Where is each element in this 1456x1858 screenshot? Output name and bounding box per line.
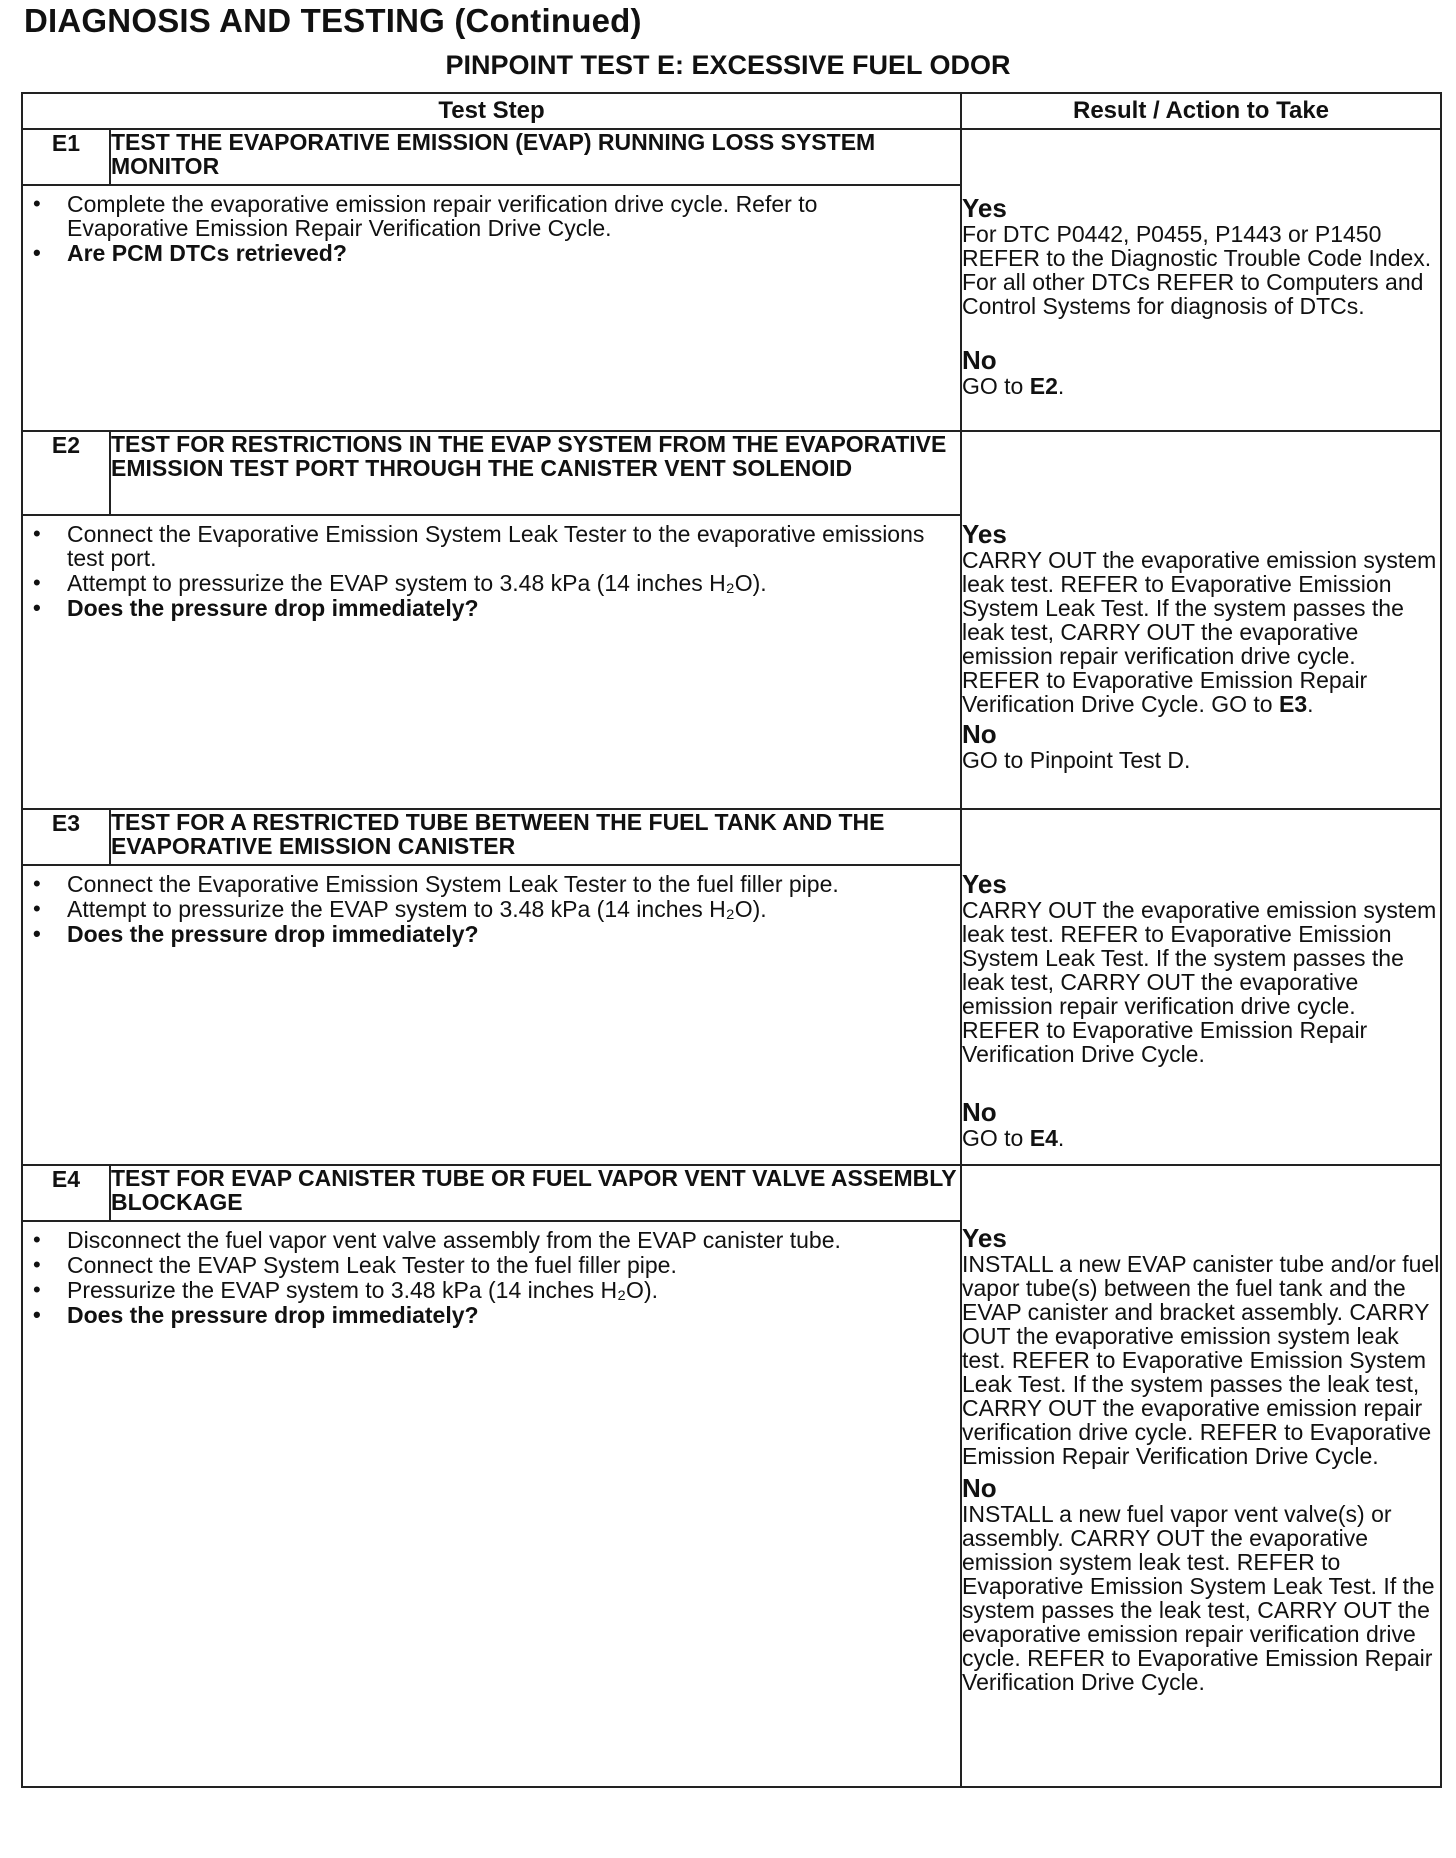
- step-id: E1: [22, 129, 110, 185]
- action-item: • Attempt to pressurize the EVAP system to 3.48 kPa (14 inches H₂O).: [67, 571, 940, 595]
- action-item: • Attempt to pressurize the EVAP system to 3.48 kPa (14 inches H₂O).: [67, 897, 940, 921]
- result-cell: [961, 431, 1441, 809]
- no-action: INSTALL a new fuel vapor vent valve(s) or assembly. CARRY OUT the evaporative emission system leak test. REFER to Evaporative Emission System Leak Test. If the system passes the leak test, CARRY OUT the evaporative emission repair verification drive cycle. REFER to Evaporative Emission Repair Verification Drive Cycle.: [962, 1501, 1435, 1695]
- pinpoint-test-table: [21, 92, 1442, 1788]
- table-header-row: [22, 93, 1441, 129]
- no-action-end: .: [1057, 1125, 1065, 1151]
- step-question: • Does the pressure drop immediately?: [67, 922, 940, 946]
- step-ref-e3: E3: [1279, 691, 1308, 717]
- column-header-test-step: Test Step: [22, 93, 961, 129]
- result-cell: [961, 129, 1441, 431]
- action-item: • Pressurize the EVAP system to 3.48 kPa (14 inches H₂O).: [67, 1278, 940, 1302]
- yes-action: For DTC P0442, P0455, P1443 or P1450 REFER to the Diagnostic Trouble Code Index. For all other DTCs REFER to Computers and Control Systems for diagnosis of DTCs.: [962, 221, 1432, 319]
- result-cell: [961, 809, 1441, 1165]
- step-title: TEST FOR A RESTRICTED TUBE BETWEEN THE FUEL TANK AND THE EVAPORATIVE EMISSION CANISTER: [110, 809, 961, 865]
- pinpoint-test-title: PINPOINT TEST E: EXCESSIVE FUEL ODOR: [445, 50, 1011, 80]
- no-action-text: GO to: [962, 1125, 1024, 1151]
- no-label: No: [962, 345, 997, 375]
- step-question: • Does the pressure drop immediately?: [67, 596, 940, 620]
- step-body: [22, 515, 961, 809]
- yes-action-end: .: [1307, 691, 1314, 717]
- result-cell: [961, 1165, 1441, 1787]
- step-body: [22, 865, 961, 1165]
- yes-label: Yes: [962, 869, 1007, 899]
- step-row-e4-title: [22, 1165, 1441, 1221]
- yes-label: Yes: [962, 193, 1007, 223]
- action-list: [23, 186, 960, 265]
- step-body: [22, 185, 961, 431]
- step-question: • Does the pressure drop immediately?: [67, 1303, 940, 1327]
- yes-action-text: CARRY OUT the evaporative emission system leak test. REFER to Evaporative Emission System Leak Test. If the system passes the leak test, CARRY OUT the evaporative emission repair verification drive cycle. REFER to Evaporative Emission Repair Verification Drive Cycle. GO to: [962, 547, 1437, 717]
- no-label: No: [962, 1097, 997, 1127]
- step-title: TEST FOR EVAP CANISTER TUBE OR FUEL VAPOR VENT VALVE ASSEMBLY BLOCKAGE: [110, 1165, 961, 1221]
- action-item: • Connect the Evaporative Emission System Leak Tester to the evaporative emissions test port.: [67, 522, 940, 570]
- action-item: • Disconnect the fuel vapor vent valve assembly from the EVAP canister tube.: [67, 1228, 940, 1252]
- step-id: E4: [22, 1165, 110, 1221]
- step-body: [22, 1221, 961, 1787]
- step-title: TEST FOR RESTRICTIONS IN THE EVAP SYSTEM FROM THE EVAPORATIVE EMISSION TEST PORT THROUGH THE CANISTER VENT SOLENOID: [110, 431, 961, 515]
- step-id: E3: [22, 809, 110, 865]
- yes-action: [962, 548, 1440, 716]
- action-list: [23, 866, 960, 946]
- yes-action: INSTALL a new EVAP canister tube and/or fuel vapor tube(s) between the fuel tank and the EVAP canister and bracket assembly. CARRY OUT the evaporative emission system leak test. REFER to Evaporative Emission System Leak Test. If the system passes the leak test, CARRY OUT the evaporative emission repair verification drive cycle. REFER to Evaporative Emission Repair Verification Drive Cycle.: [962, 1251, 1440, 1469]
- no-action-end: .: [1057, 373, 1065, 399]
- step-row-e1-title: [22, 129, 1441, 185]
- column-header-result: Result / Action to Take: [961, 93, 1441, 129]
- action-item: • Complete the evaporative emission repair verification drive cycle. Refer to Evaporative Emission Repair Verification Drive Cycle.: [67, 192, 940, 240]
- step-row-e2-title: [22, 431, 1441, 515]
- page-heading: DIAGNOSIS AND TESTING (Continued): [24, 2, 642, 39]
- step-id: E2: [22, 431, 110, 515]
- yes-label: Yes: [962, 519, 1007, 549]
- action-item: • Connect the EVAP System Leak Tester to the fuel filler pipe.: [67, 1253, 940, 1277]
- step-row-e3-title: [22, 809, 1441, 865]
- step-ref-e4: E4: [1029, 1125, 1058, 1151]
- no-label: No: [962, 719, 997, 749]
- action-item: • Connect the Evaporative Emission System Leak Tester to the fuel filler pipe.: [67, 872, 940, 896]
- no-label: No: [962, 1473, 997, 1503]
- action-list: [23, 1222, 960, 1327]
- yes-action: CARRY OUT the evaporative emission system leak test. REFER to Evaporative Emission System Leak Test. If the system passes the leak test, CARRY OUT the evaporative emission repair verification drive cycle. REFER to Evaporative Emission Repair Verification Drive Cycle.: [962, 897, 1437, 1067]
- step-ref-e2: E2: [1029, 373, 1058, 399]
- step-question: • Are PCM DTCs retrieved?: [67, 241, 940, 265]
- no-action: GO to Pinpoint Test D.: [962, 747, 1191, 773]
- action-list: [23, 516, 960, 620]
- yes-label: Yes: [962, 1223, 1007, 1253]
- no-action: [962, 1126, 1440, 1150]
- step-title: TEST THE EVAPORATIVE EMISSION (EVAP) RUNNING LOSS SYSTEM MONITOR: [110, 129, 961, 185]
- no-action-text: GO to: [962, 373, 1024, 399]
- no-action: [962, 374, 1440, 398]
